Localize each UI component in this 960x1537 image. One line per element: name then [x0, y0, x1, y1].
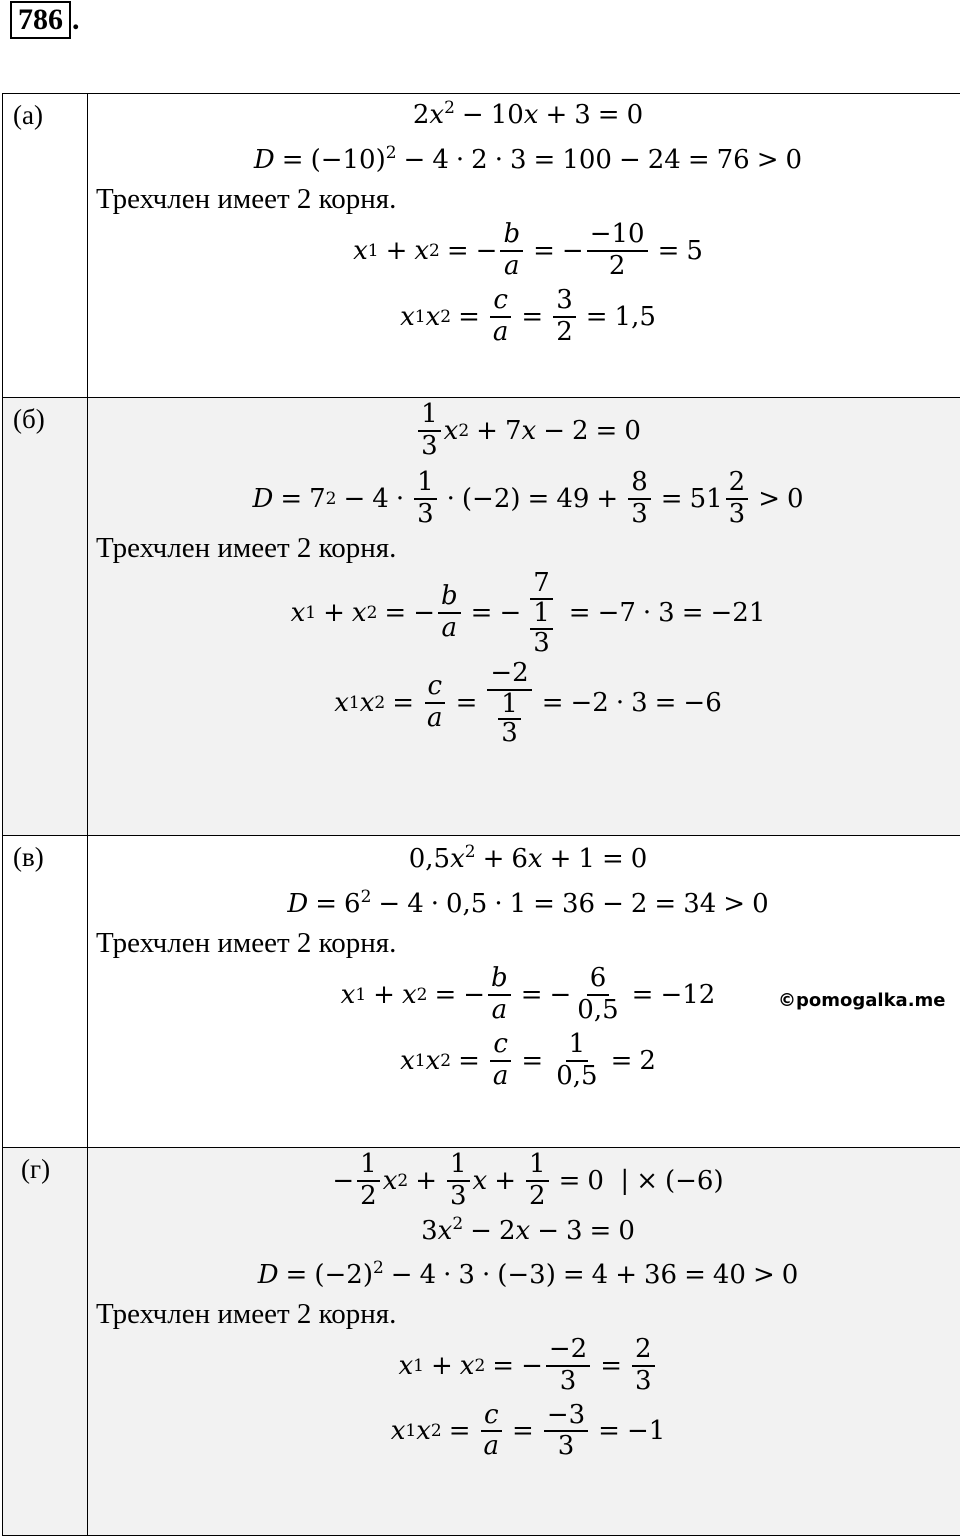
content-g: [88, 1148, 960, 1536]
row-a: [3, 94, 960, 398]
formula-v-prod: x 1 x 2 = $\frac{c}{a}$ = $\frac{1}{0,5}$ = 2: [400, 1028, 656, 1091]
text-a: Трехчлен имеет 2 корня.: [96, 183, 397, 215]
label-a: (а): [3, 94, 88, 398]
content-b: [88, 398, 960, 836]
formula-a-prod: x 1 x 2 = $\frac{c}{a}$ = $\frac{3}{2}$ = 1,5: [400, 284, 656, 347]
formula-a-eq: $2x^2 - 10x + 3 = 0$: [412, 98, 644, 130]
formula-a-sum: x 1 + x 2 = − $\frac{b}{a}$ = − $\frac{-10}{2}$ = 5: [353, 219, 703, 281]
formula-v-eq: $0,5x^2 + 6x + 1 = 0$: [408, 842, 648, 874]
formula-v-sum: x 1 + x 2 = − $\frac{b}{a}$ = − $\frac{6}{0,5}$ = −12: [340, 963, 716, 1025]
formula-b-prod: x 1 x 2 = $\frac{c}{a}$ = $\frac{-2}{\frac{1}{3}}$ = −2 · 3 = −6: [334, 658, 722, 749]
problem-number-dot: .: [72, 3, 80, 36]
text-v: Трехчлен имеет 2 корня.: [96, 927, 397, 959]
text-b: Трехчлен имеет 2 корня.: [96, 531, 397, 564]
formula-a-disc: $D = (-10)^2 - 4 \cdot 2 \cdot 3 = 100 - 24 = 76 > 0$: [253, 143, 803, 175]
formula-b-eq: $\frac{1}{3}$ x 2 + 7 x − 2 = 0: [88, 400, 960, 462]
formula-g-prod: x 1 x 2 = $\frac{c}{a}$ = $\frac{-3}{3}$ = −1: [390, 1399, 666, 1462]
content-a: [88, 94, 960, 398]
label-v: (в): [3, 836, 88, 1148]
formula-g-disc: $D = (-2)^2 - 4 \cdot 3 \cdot (-3) = 4 + 36 = 40 > 0$: [257, 1257, 799, 1290]
problem-number: [10, 1, 80, 39]
solution-table: [2, 93, 960, 1536]
problem-number-box: 786: [10, 1, 71, 39]
label-b: (б): [3, 398, 88, 836]
label-g: (г): [3, 1148, 88, 1536]
formula-v-disc: $D = 6^2 - 4 \cdot 0,5 \cdot 1 = 36 - 2 = 34 > 0$: [287, 887, 769, 919]
formula-g-sum: x 1 + x 2 = − $\frac{-2}{3}$ = $\frac{2}{3}$: [88, 1335, 960, 1397]
row-b: [3, 398, 960, 836]
formula-g-eq: − $\frac{1}{2}$ x 2 + $\frac{1}{3}$ x + $\frac{1}{2}$ = 0 | × (−6): [332, 1149, 724, 1211]
formula-b-sum: x 1 + x 2 = − $\frac{b}{a}$ = − $\frac{7}{\frac{1}{3}}$ = −7 · 3 = −21: [290, 567, 766, 658]
watermark: ©pomogalka.me: [778, 990, 946, 1011]
row-g: [3, 1148, 960, 1536]
formula-g-eq2: $3x^2 - 2x - 3 = 0$: [421, 1213, 635, 1246]
text-g: Трехчлен имеет 2 корня.: [96, 1297, 397, 1330]
formula-b-disc: D = 7 2 − 4 · $\frac{1}{3}$ · (−2) = 49 + $\frac{8}{3}$ = 51 $\frac{2}{3}$ > 0: [252, 466, 804, 529]
